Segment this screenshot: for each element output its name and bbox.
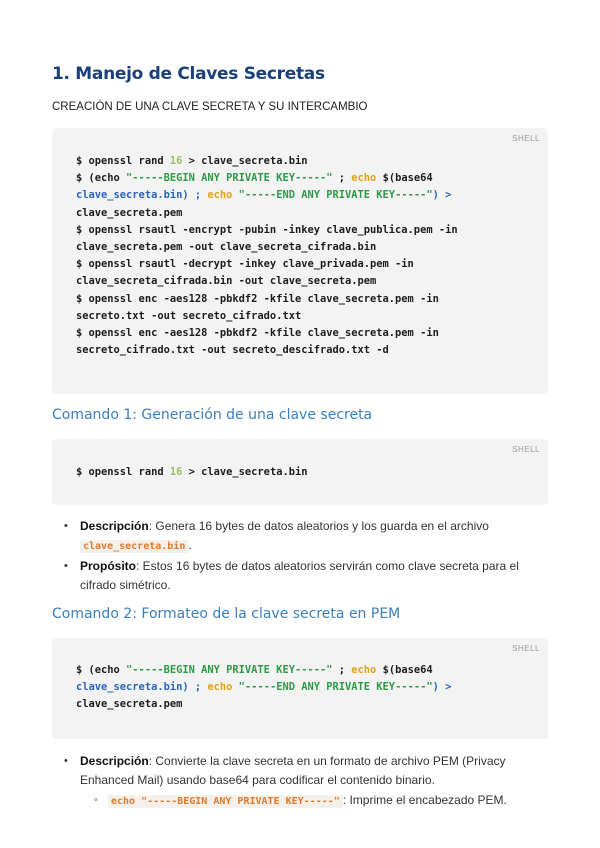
command-1-heading: Comando 1: Generación de una clave secreta	[52, 407, 373, 423]
code-content: $ (echo "-----BEGIN ANY PRIVATE KEY-----" ; echo $(base64 clave_secreta.bin) ; echo "-----END ANY PRIVATE KEY-----") > clave_secreta.pem	[76, 664, 452, 711]
page-title: 1. Manejo de Claves Secretas	[52, 64, 325, 84]
list-item: • Descripción: Convierte la clave secreta en un formato de archivo PEM (Privacy Enhanced Mail) usando base64 para codificar el contenido binario.	[52, 752, 552, 790]
code-block-command-2[interactable]	[52, 638, 548, 739]
code-block-command-1[interactable]	[52, 439, 548, 505]
command-2-list	[52, 752, 552, 790]
command-2-heading: Comando 2: Formateo de la clave secreta en PEM	[52, 606, 401, 622]
code-block-main[interactable]	[52, 128, 548, 394]
section-subtitle: CREACIÓN DE UNA CLAVE SECRETA Y SU INTERCAMBIO	[52, 101, 368, 113]
code-content: $ openssl rand 16 > clave_secreta.bin	[76, 466, 308, 478]
command-2-sublist	[52, 791, 552, 811]
list-item: • Descripción: Genera 16 bytes de datos aleatorios y los guarda en el archivo clave_secreta.bin .	[52, 517, 552, 556]
code-content: $ openssl rand 16 > clave_secreta.bin $ (echo "-----BEGIN ANY PRIVATE KEY-----" ; echo $(base64 clave_secreta.bin) ; echo "-----END ANY PRIVATE KEY-----") > clave_secreta.pem $ openssl rsautl -encrypt -pubin -inkey clave_publica.pem -in clave_secreta.pem -out clave_secreta_cifrada.bin $ openssl rsautl -decrypt -inkey clave_privada.pem -in clave_secreta_cifrada.bin -out clave_secreta.pem $ openssl enc -aes128 -pbkdf2 -kfile clave_secreta.pem -in secreto.txt -out secreto_cifrado.txt $ openssl enc -aes128 -pbkdf2 -kfile clave_secreta.pem -in secreto_cifrado.txt -out secreto_descifrado.txt -d	[76, 155, 458, 357]
list-item: ◦ echo "-----BEGIN ANY PRIVATE KEY-----" : Imprime el encabezado PEM.	[52, 791, 552, 811]
code-language-label: SHELL	[512, 644, 540, 653]
list-item: • Propósito: Estos 16 bytes de datos aleatorios servirán como clave secreta para el cifrado simétrico.	[52, 557, 552, 595]
command-1-list	[52, 517, 552, 595]
code-language-label: SHELL	[512, 134, 540, 143]
code-language-label: SHELL	[512, 445, 540, 454]
